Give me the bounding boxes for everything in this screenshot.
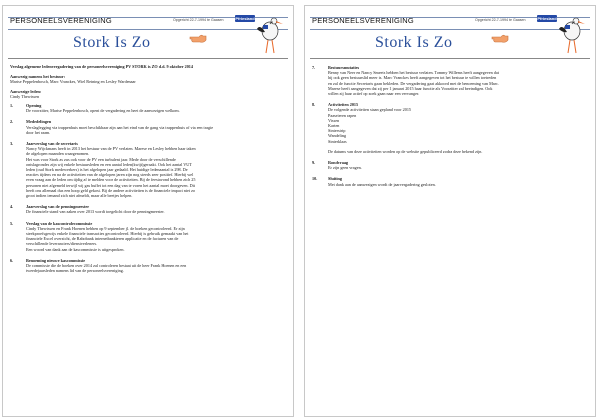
agenda-item-text: Er zijn geen vragen. <box>328 165 362 171</box>
agenda-item-text: door het raam. <box>26 129 51 135</box>
org-name: PERSONEELSVERENIGING <box>10 16 112 25</box>
agenda-item-number: 1. <box>10 103 14 109</box>
agenda-item-number: 8. <box>312 102 316 108</box>
agenda-item-text: willen zij haar actief op zoek gaan naar een vervanger. <box>328 91 420 97</box>
agenda-item-title: Bestuursmutaties <box>328 65 360 70</box>
logo-badge: Pfriesland <box>537 16 557 21</box>
agenda-item-text: Een woord van dank aan de kascommissie is uitgesproken. <box>26 246 125 252</box>
agenda-item-title: Activiteiten 2015 <box>328 102 359 108</box>
agenda-list <box>10 103 285 273</box>
minutes-title: Verslag algemene ledenvergadering van de personeelsvereniging PV STORK is ZO d.d. 9 oktober 2014 <box>10 64 193 69</box>
agenda-item <box>312 102 587 154</box>
agenda-item-text: Nancy Wijckmans heeft in 2013 het bestuur van de PV verlaten. Marese en Lesley hebben haar taken <box>26 146 196 152</box>
agenda-item-text: personen niet afgemeld terwijl wij gas buffet tot een dag van te voren het aantal moet doorgeven. Dit <box>26 182 195 188</box>
agenda-list <box>312 65 587 187</box>
agenda-item-text: tweedejaarsleden namens lid van de personeelsvereniging. <box>26 268 124 274</box>
stork-figure-icon <box>555 15 589 55</box>
agenda-item-number: 3. <box>10 141 14 147</box>
agenda-item-title: Rondvraag <box>328 160 349 166</box>
agenda-item-number: 6. <box>10 257 14 263</box>
agenda-item-title: Opening <box>26 103 42 109</box>
agenda-item <box>10 221 285 252</box>
agenda-item-text: financiele Excel overzicht, de Rabobank internetbankieren applicatie en de facturen van de <box>26 236 179 242</box>
agenda-item <box>312 65 587 96</box>
logo-title: Stork Is Zo <box>375 34 453 51</box>
agenda-item-number: 9. <box>312 160 316 166</box>
agenda-item-text: De voorzitter, Marise Peppelenbosch, opent de vergadering en heet de aanwezigen welkom. <box>26 108 180 114</box>
agenda-item-text: steekproefsgewijs enkele financiele transacties gecontroleerd. Hierbij is gebruik gemaakt van het <box>26 231 189 237</box>
agenda-item-title: Sluiting <box>328 176 342 182</box>
agenda-item-number: 4. <box>10 204 14 210</box>
agenda-item-text: Paaseieren rapen <box>328 112 357 118</box>
agenda-item-text: Sinterstrip <box>328 128 346 134</box>
agenda-item-text: verschillende leveranciers/dienstverleners. <box>26 241 98 247</box>
org-name: PERSONEELSVERENIGING <box>312 16 414 25</box>
page-header <box>3 6 293 54</box>
present-board-names: Marise Peppelenbosch, Marc Vranckes, Wiel Reining en Lesley Wardenaar <box>10 79 136 85</box>
agenda-item-text: heeft ons allemaal dus een hoop geld gekost. Bij de andere activiteiten is de financiele impact niet zo <box>26 187 196 193</box>
agenda-item-title: Jaarverslag van de penningmeester <box>26 204 90 210</box>
pointing-hand-icon <box>491 32 509 44</box>
present-board-label: Aanwezig namens het bestuur: <box>10 74 66 80</box>
agenda-item <box>10 103 285 113</box>
agenda-item-text: Sinterklaas <box>328 138 347 144</box>
agenda-item-title: Jaarverslag van de secretaris <box>26 141 78 147</box>
copyright-text: Opgericht 22-7-1994 te Gaasen <box>173 18 224 22</box>
copyright-text: Opgericht 22-7-1994 te Gaasen <box>475 18 526 22</box>
agenda-item-text: leden (oud Stork medewerkers) is het afgelopen jaar gedaald. Het huidige ledenaantal is 298. De <box>26 167 188 173</box>
stork-figure-icon <box>253 15 287 55</box>
agenda-item-number: 10. <box>312 176 318 182</box>
agenda-item-text: hij ook geen bestuurslid meer is. Marc Vranckes heeft aangegeven tot het bestuur te willen toetreden <box>328 75 497 81</box>
agenda-item-text: De volgende activiteiten staan gepland voor 2015 <box>328 107 412 113</box>
agenda-item-text: ontslagrondes zijn wij enkele bestuursleden en een aantal leden(kwijt)geraakt. Ook het aantal VUT <box>26 161 192 167</box>
agenda-item-text: Wandeling <box>328 133 347 139</box>
agenda-item-number: 7. <box>312 65 316 70</box>
agenda-item-text: Verslaglegging via trappenhuis moet beschikbaar zijn aan het eind van de gang via trappenhuis of via een tragie <box>26 124 214 130</box>
agenda-item-text: De financiele stand van zaken over 2013 wordt toegelicht door de penningmeester. <box>26 209 165 215</box>
agenda-item-text: de afgelopen maanden waargenomen. <box>26 151 90 157</box>
agenda-item <box>312 160 587 170</box>
agenda-item-number: 2. <box>10 119 14 125</box>
agenda-item <box>10 204 285 214</box>
agenda-item-text: Cindy Thewissen en Frank Hoenen hebben op 9 september jl. de boeken gecontroleerd. Er zijn <box>26 225 185 231</box>
pointing-hand-icon <box>189 32 207 44</box>
agenda-item-text: Marese heeft aangegeven dat zij per 1 januari 2015 haar functie als Voorzitter zal beeindigen. Ook <box>328 85 493 91</box>
document-page-2 <box>304 5 596 417</box>
agenda-item <box>10 258 285 274</box>
page-header <box>305 6 595 54</box>
header-divider <box>8 58 288 59</box>
agenda-item <box>312 176 587 186</box>
agenda-item-text: groot indien iemand zich niet afmeldt, maar alle beetjes helpen. <box>26 193 133 199</box>
document-page-1 <box>2 5 294 417</box>
page-content <box>10 64 285 280</box>
agenda-item-title: Mededelingen <box>26 119 52 125</box>
agenda-item-number: 5. <box>10 220 14 226</box>
agenda-item-text: Karten <box>328 123 340 129</box>
agenda-item-text: Met dank aan de aanwezigen wordt de jaarvergadering gesloten. <box>328 181 436 187</box>
logo-title: Stork Is Zo <box>73 34 151 51</box>
agenda-item-text: De datums van deze activiteiten worden op de website gepubliceerd zodra deze bekend zijn. <box>328 148 483 154</box>
header-divider <box>310 58 590 59</box>
agenda-item-text: en zal de functie Secretaris gaan bekleden. De vergadering gaat akkoord met de benoeming van Marc. <box>328 80 499 86</box>
agenda-item-text: even vraag aan de leden om tijdig af te melden voor de activiteiten. Bij de feestavond hebben zich 25 <box>26 177 196 183</box>
agenda-item <box>10 141 285 198</box>
agenda-item-text: Vissen <box>328 117 340 123</box>
agenda-item-text: De commissie die de boeken over 2014 zal controleren bestaat uit de heer Frank Hoenen en een <box>26 263 187 269</box>
present-members-label: Aanwezige leden: <box>10 88 42 94</box>
page-content <box>312 65 587 193</box>
agenda-item-title: Verslag van de kascontrolecommissie <box>26 220 93 226</box>
agenda-item-title: Benoeming nieuwe kascommissie <box>26 257 86 263</box>
agenda-item-text: Benny van Neer en Nancy Smeets hebben het bestuur verlaten. Tommy Willems heeft aangegeven dat <box>328 70 499 76</box>
logo-badge: Pfriesland <box>235 16 255 21</box>
agenda-item <box>10 119 285 135</box>
agenda-item-text: reacties tijdens en na de activiteiten van de afgelopen jaren zijn nog steeds zeer positief. Hierbij wel <box>26 172 194 178</box>
present-members-names: Cindy Thewissen <box>10 93 40 99</box>
agenda-item-text: Het was voor Stork as zus ook voor de PV een turbulent jaar. Mede door de verschillende <box>26 156 176 162</box>
